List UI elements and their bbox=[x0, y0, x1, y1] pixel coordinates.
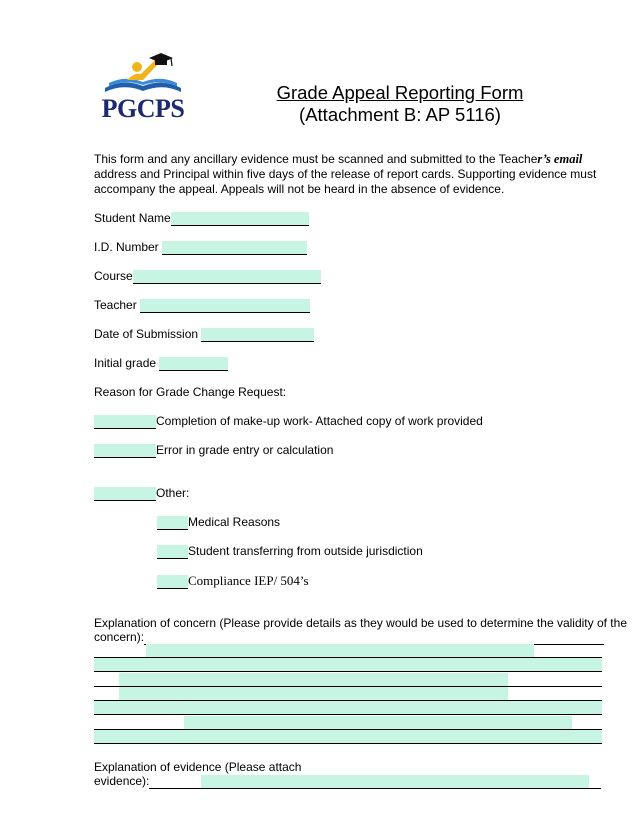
concern-line-seg bbox=[94, 716, 184, 730]
concern-input-7[interactable] bbox=[184, 716, 572, 730]
reason-heading: Reason for Grade Change Request: bbox=[94, 385, 287, 399]
reason-compliance-label: Compliance IEP/ 504’s bbox=[188, 573, 309, 588]
pgcps-logo bbox=[97, 52, 189, 132]
reason-transfer-row bbox=[157, 544, 423, 559]
concern-input-8[interactable] bbox=[94, 730, 602, 744]
concern-input-2[interactable] bbox=[146, 644, 534, 658]
reason-medical-label: Medical Reasons bbox=[188, 515, 281, 529]
concern-line-seg bbox=[508, 687, 602, 701]
intro-paragraph bbox=[94, 152, 614, 197]
reason-transfer-label: Student transferring from outside jurisdiction bbox=[188, 544, 423, 558]
concern-input-6[interactable] bbox=[94, 701, 602, 715]
evidence-line-seg bbox=[149, 775, 201, 789]
reason-medical-checkbox[interactable] bbox=[157, 516, 188, 530]
concern-line-seg bbox=[94, 673, 119, 687]
date-of-submission-field[interactable] bbox=[201, 328, 314, 342]
concern-line-seg bbox=[508, 673, 602, 687]
id-number-label: I.D. Number bbox=[94, 240, 159, 254]
concern-label-line2 bbox=[94, 630, 604, 645]
initial-grade-label: Initial grade bbox=[94, 356, 157, 370]
initial-grade-field[interactable] bbox=[159, 357, 228, 371]
reason-other-row bbox=[94, 486, 189, 501]
teacher-field[interactable] bbox=[140, 299, 310, 313]
evidence-label-line1: Explanation of evidence (Please attach bbox=[94, 760, 302, 774]
student-name-label: Student Name bbox=[94, 211, 171, 225]
reason-transfer-checkbox[interactable] bbox=[157, 545, 188, 559]
concern-line-seg bbox=[534, 644, 602, 658]
intro-text-1: This form and any ancillary evidence must be scanned and submitted to the Teache bbox=[94, 152, 538, 166]
concern-input-3[interactable] bbox=[94, 658, 602, 672]
reason-error-checkbox[interactable] bbox=[94, 444, 156, 458]
reason-error-row bbox=[94, 443, 333, 458]
concern-input-5[interactable] bbox=[119, 687, 508, 701]
initial-grade-row bbox=[94, 356, 228, 371]
date-of-submission-label: Date of Submission bbox=[94, 327, 199, 341]
reason-medical-row bbox=[157, 515, 280, 530]
course-row bbox=[94, 269, 321, 284]
concern-label: concern): bbox=[94, 630, 145, 644]
student-name-field[interactable] bbox=[171, 212, 309, 226]
id-number-row bbox=[94, 240, 307, 255]
reason-compliance-checkbox[interactable] bbox=[157, 575, 188, 589]
evidence-label: evidence): bbox=[94, 774, 150, 788]
date-row bbox=[94, 327, 314, 342]
logo-text: PGCPS bbox=[101, 94, 185, 123]
reason-error-label: Error in grade entry or calculation bbox=[156, 443, 334, 457]
graduation-cap-book-icon bbox=[97, 52, 189, 98]
teacher-row bbox=[94, 298, 310, 313]
concern-line-seg bbox=[94, 644, 146, 658]
evidence-line-seg bbox=[589, 775, 601, 789]
teacher-label: Teacher bbox=[94, 298, 137, 312]
course-label: Course bbox=[94, 269, 133, 283]
form-title: Grade Appeal Reporting Form bbox=[276, 82, 524, 103]
intro-emphasis: r’s email bbox=[537, 152, 583, 166]
reason-other-checkbox[interactable] bbox=[94, 487, 156, 501]
form-subtitle: (Attachment B: AP 5116) bbox=[299, 104, 501, 125]
concern-line-seg bbox=[94, 687, 119, 701]
concern-first-blank[interactable] bbox=[144, 631, 604, 645]
concern-input-4[interactable] bbox=[119, 673, 508, 687]
evidence-input[interactable] bbox=[201, 775, 589, 789]
student-name-row bbox=[94, 211, 309, 226]
concern-line-seg bbox=[572, 716, 602, 730]
reason-compliance-row bbox=[157, 573, 309, 589]
reason-makeup-row bbox=[94, 414, 483, 429]
evidence-label-line2 bbox=[94, 774, 601, 789]
reason-makeup-label: Completion of make-up work- Attached copy of work provided bbox=[156, 414, 483, 428]
course-field[interactable] bbox=[133, 270, 321, 284]
id-number-field[interactable] bbox=[162, 241, 307, 255]
reason-other-label: Other: bbox=[156, 486, 190, 500]
reason-makeup-checkbox[interactable] bbox=[94, 415, 156, 429]
concern-label-line1: Explanation of concern (Please provide details as they would be used to determine the validity of the bbox=[94, 616, 627, 630]
intro-text-2: address and Principal within five days of the release of report cards. Supporting evidence must accompany the appeal. Appeals will not be heard in the absence of evidence. bbox=[94, 167, 597, 196]
